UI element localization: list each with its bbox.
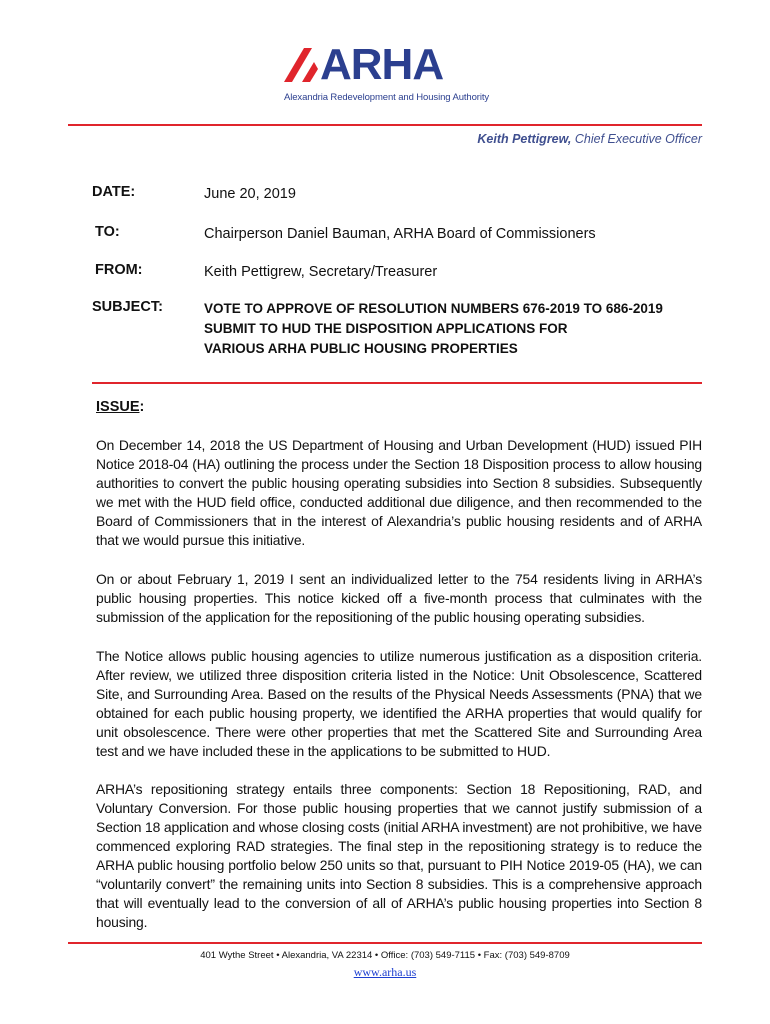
ceo-name: Keith Pettigrew, — [477, 132, 572, 146]
footer-address: 401 Wythe Street • Alexandria, VA 22314 • Office: (703) 549-7115 • Fax: (703) 549-8709 — [200, 950, 570, 961]
header-divider — [68, 124, 702, 126]
to-value: Chairperson Daniel Bauman, ARHA Board of Commissioners — [204, 226, 596, 242]
issue-heading-colon: : — [139, 399, 145, 415]
subject-line: VARIOUS ARHA PUBLIC HOUSING PROPERTIES — [204, 341, 518, 356]
subject-value — [204, 299, 704, 359]
issue-heading — [96, 399, 144, 415]
issue-paragraph-1: On December 14, 2018 the US Department of Housing and Urban Development (HUD) issued PIH Notice 2018-04 (HA) outlining the process under the Section 18 Disposition process to allow housing authorities to convert the public housing operating subsidies into Section 8 subsidies. Subsequently we met with the HUD field office, conducted additional due diligence, and then recommended to the Board of Commissioners that in the interest of Alexandria’s public housing residents and of ARHA that we would pursue this initiative. — [96, 437, 702, 548]
subject-divider — [92, 382, 702, 384]
to-label: TO: — [95, 224, 120, 240]
logo-wordmark: ARHA — [320, 40, 444, 89]
from-label: FROM: — [95, 262, 143, 278]
footer-divider — [68, 942, 702, 944]
subject-line: VOTE TO APPROVE OF RESOLUTION NUMBERS 676-2019 TO 686-2019 — [204, 301, 663, 316]
ceo-signature-line — [477, 132, 702, 146]
issue-heading-text: ISSUE — [96, 399, 140, 415]
issue-paragraph-3: The Notice allows public housing agencies to utilize numerous justification as a disposition criteria. After review, we utilized three disposition criteria listed in the Notice: Unit Obsolescence, Scattered Site, and Surrounding Area. Based on the results of the Physical Needs Assessments (PNA) that we obtained for each public housing property, we identified the ARHA properties that would qualify for unit obsolescence. There were other properties that met the Scattered Site and Surrounding Area test and we have included these in the applications to be submitted to HUD. — [96, 648, 702, 759]
logo-tagline: Alexandria Redevelopment and Housing Authority — [284, 92, 490, 103]
from-value: Keith Pettigrew, Secretary/Treasurer — [204, 264, 438, 280]
ceo-title: Chief Executive Officer — [574, 132, 702, 146]
issue-paragraph-4: ARHA’s repositioning strategy entails three components: Section 18 Repositioning, RAD, and Voluntary Conversion. For those public housing properties that we cannot justify submission of a Section 18 application and whose closing costs (initial ARHA investment) are not prohibitive, we have commenced exploring RAD strategies. The final step in the repositioning strategy is to reduce the ARHA public housing portfolio below 250 units so that, pursuant to PIH Notice 2019-05 (HA), we can “voluntarily convert” the remaining units into Section 8 subsidies. This is a comprehensive approach that will eventually lead to the conversion of all of ARHA’s public housing properties into Section 8 housing. — [96, 781, 702, 930]
date-value: June 20, 2019 — [204, 186, 296, 202]
subject-line: SUBMIT TO HUD THE DISPOSITION APPLICATIONS FOR — [204, 321, 568, 336]
arha-logo — [284, 42, 494, 108]
issue-paragraph-2: On or about February 1, 2019 I sent an individualized letter to the 754 residents living in ARHA’s public housing properties. This notice kicked off a five-month process that culminates with the submission of the application for the repositioning of the public housing operating subsidies. — [96, 571, 702, 625]
date-label: DATE: — [92, 184, 136, 200]
subject-label: SUBJECT: — [92, 299, 163, 315]
website-link[interactable]: www.arha.us — [353, 965, 417, 979]
